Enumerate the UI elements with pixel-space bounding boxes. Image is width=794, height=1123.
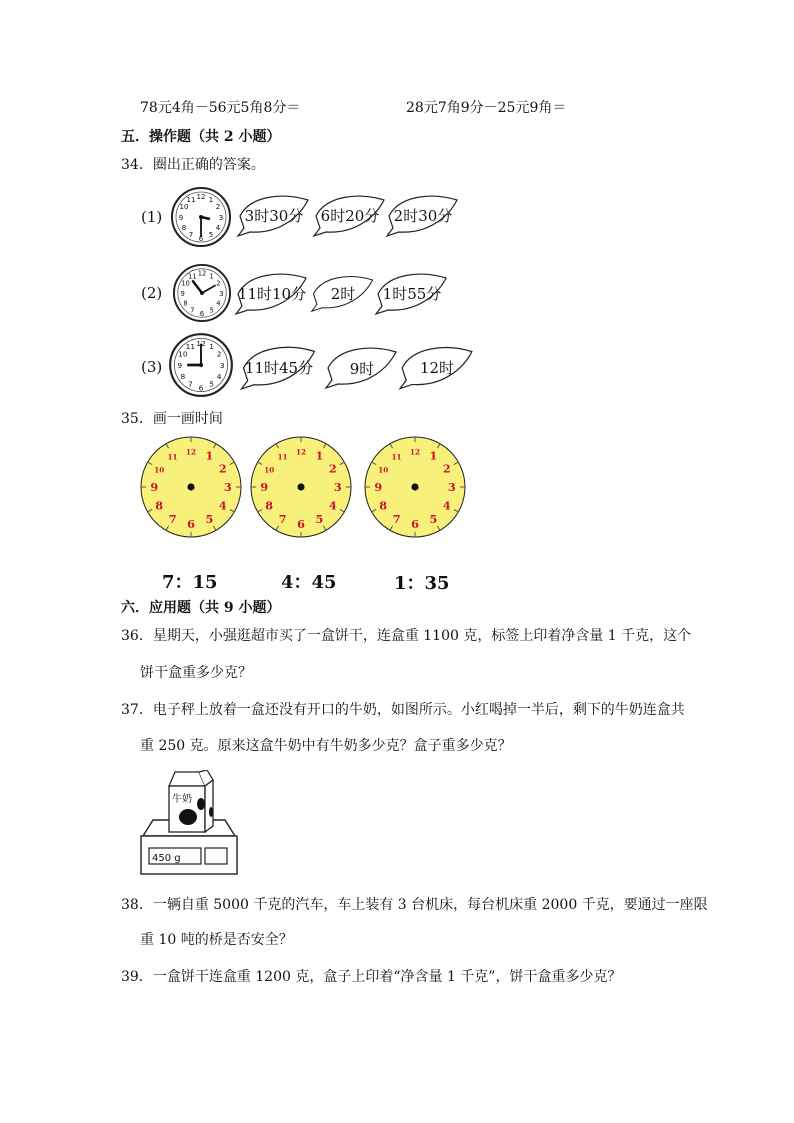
leaf-option-3-1-label: 11时45分 — [244, 359, 314, 377]
clock-number: 4 — [218, 498, 227, 513]
clock-number: 2 — [442, 461, 451, 476]
section5-heading: 五．操作题（共 2 小题） — [121, 129, 281, 145]
clock-number: 10 — [264, 465, 275, 475]
clock-number: 4 — [328, 498, 337, 513]
svg-text:2: 2 — [216, 279, 221, 288]
milk-carton-label: 牛奶 — [172, 794, 192, 805]
q34-prompt: 34．圈出正确的答案。 — [121, 157, 265, 173]
clock-number: 11 — [277, 452, 288, 462]
svg-text:9: 9 — [177, 361, 183, 371]
svg-text:1: 1 — [208, 196, 214, 204]
draw-time-1: 7：15 — [162, 572, 218, 593]
subtraction-problem-left: 78元4角－56元5角8分＝ — [140, 100, 301, 116]
clock-number: 8 — [379, 498, 388, 513]
svg-text:6: 6 — [199, 310, 205, 319]
svg-text:6: 6 — [198, 383, 204, 393]
blank-clock-face-3[interactable] — [364, 436, 466, 538]
q37-line-2: 重 250 克。原来这盒牛奶中有牛奶多少克？盒子重多少克？ — [140, 738, 512, 754]
clock-number: 7 — [278, 511, 287, 526]
svg-text:2: 2 — [216, 349, 222, 359]
svg-text:4: 4 — [216, 371, 222, 381]
svg-text:11: 11 — [185, 342, 196, 352]
clock-number: 9 — [374, 480, 383, 495]
clock-number: 5 — [315, 511, 324, 526]
clock-number: 11 — [391, 452, 402, 462]
leaf-option-1-1-label: 3时30分 — [244, 207, 304, 225]
clock-number: 12 — [296, 447, 306, 457]
svg-text:9: 9 — [180, 289, 185, 298]
svg-text:8: 8 — [180, 371, 186, 381]
svg-text:10: 10 — [178, 349, 188, 359]
svg-text:12: 12 — [197, 269, 207, 278]
clock-number: 6 — [297, 516, 305, 531]
clock-number: 8 — [265, 498, 274, 513]
q37-line-1: 37．电子秤上放着一盒还没有开口的牛奶，如图所示。小红喝掉一半后，剩下的牛奶连盒共 — [121, 702, 685, 718]
svg-text:3: 3 — [218, 214, 224, 222]
clock-number: 12 — [410, 447, 420, 457]
clock-number: 2 — [218, 461, 227, 476]
q38-line-2: 重 10 吨的桥是否安全？ — [140, 932, 293, 948]
clock-number: 3 — [447, 480, 456, 495]
subtraction-problem-right: 28元7角9分－25元9角＝ — [406, 100, 567, 116]
clock-number: 1 — [315, 448, 324, 463]
q35-prompt: 35．画一画时间 — [121, 411, 223, 427]
leaf-option-3-3-label: 12时 — [419, 359, 455, 377]
draw-time-3: 1：35 — [394, 573, 450, 594]
q34-analog-clock-1 — [170, 186, 232, 248]
clock-number: 5 — [205, 511, 214, 526]
clock-number: 12 — [186, 447, 196, 457]
svg-text:10: 10 — [181, 279, 190, 288]
svg-text:2: 2 — [215, 203, 221, 211]
leaf-option-2-3-label: 1时55分 — [382, 285, 442, 303]
svg-text:4: 4 — [215, 224, 221, 232]
svg-text:12: 12 — [196, 193, 206, 201]
q34-item-3-number: (3) — [141, 358, 163, 376]
clock-number: 2 — [328, 461, 337, 476]
clock-number: 8 — [155, 498, 164, 513]
q34-item-2-number: (2) — [141, 284, 163, 302]
leaf-option-2-2-label: 2时 — [330, 285, 356, 303]
svg-text:9: 9 — [178, 214, 184, 222]
q34-analog-clock-2 — [172, 263, 232, 323]
svg-text:7: 7 — [190, 306, 195, 315]
blank-clock-face-2[interactable] — [250, 436, 352, 538]
blank-clock-face-1[interactable] — [140, 436, 242, 538]
svg-text:3: 3 — [219, 361, 225, 371]
leaf-option-1-3-label: 2时30分 — [393, 207, 453, 225]
svg-text:3: 3 — [219, 289, 224, 298]
leaf-option-3-2-label: 9时 — [349, 360, 375, 378]
section6-heading: 六．应用题（共 9 小题） — [121, 600, 281, 616]
leaf-option-2-1-label: 11时10分 — [237, 285, 307, 303]
clock-number: 1 — [429, 448, 438, 463]
svg-text:5: 5 — [209, 379, 215, 389]
q34-analog-clock-3 — [168, 332, 234, 398]
svg-text:6: 6 — [198, 235, 204, 243]
svg-text:10: 10 — [179, 203, 189, 211]
svg-text:7: 7 — [187, 379, 193, 389]
clock-number: 1 — [205, 448, 214, 463]
svg-text:5: 5 — [208, 231, 214, 239]
svg-text:1: 1 — [209, 342, 215, 352]
clock-number: 7 — [168, 511, 177, 526]
clock-number: 10 — [378, 465, 389, 475]
svg-text:8: 8 — [183, 299, 188, 308]
q34-item-1-number: (1) — [141, 208, 163, 226]
clock-number: 11 — [167, 452, 178, 462]
clock-number: 4 — [442, 498, 451, 513]
clock-number: 6 — [187, 516, 195, 531]
q36-line-2: 饼干盒重多少克？ — [140, 665, 252, 681]
q39-line-1: 39．一盒饼干连盒重 1200 克，盒子上印着“净含量 1 千克”，饼干盒重多少克？ — [121, 969, 622, 985]
clock-number: 10 — [154, 465, 165, 475]
q38-line-1: 38．一辆自重 5000 千克的汽车，车上装有 3 台机床，每台机床重 2000 千克，要通过一座限 — [121, 897, 708, 913]
draw-time-2: 4：45 — [281, 572, 337, 593]
scale-display-reading: 450 g — [152, 853, 181, 864]
clock-number: 9 — [260, 480, 269, 495]
svg-text:12: 12 — [196, 338, 206, 348]
svg-text:11: 11 — [188, 272, 197, 281]
svg-text:7: 7 — [188, 231, 194, 239]
clock-number: 7 — [392, 511, 401, 526]
clock-number: 9 — [150, 480, 159, 495]
svg-text:1: 1 — [209, 272, 214, 281]
svg-text:8: 8 — [181, 224, 187, 232]
clock-number: 5 — [429, 511, 438, 526]
clock-number: 3 — [333, 480, 342, 495]
svg-text:11: 11 — [186, 196, 196, 204]
q36-line-1: 36．星期天，小强逛超市买了一盒饼干，连盒重 1100 克，标签上印着净含量 1 千克，这个 — [121, 628, 692, 644]
svg-text:4: 4 — [216, 299, 221, 308]
leaf-option-1-2-label: 6时20分 — [320, 207, 380, 225]
clock-number: 3 — [223, 480, 232, 495]
svg-text:5: 5 — [209, 306, 214, 315]
clock-number: 6 — [411, 516, 419, 531]
